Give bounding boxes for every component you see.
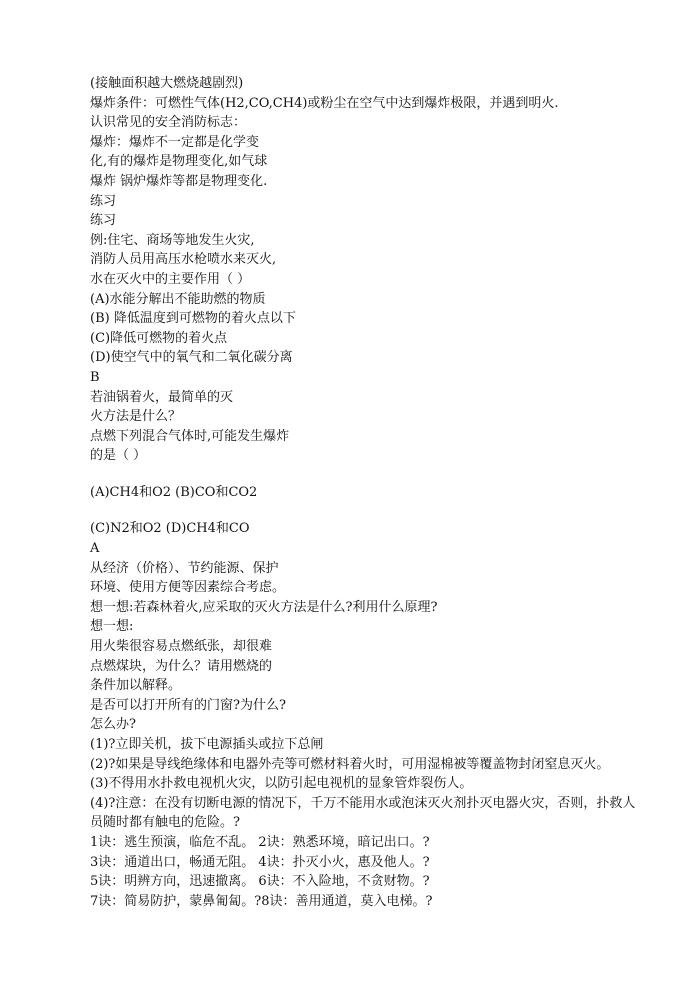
text-line: B: [90, 369, 100, 385]
text-line: 练习: [90, 193, 117, 209]
text-line: 爆炸 锅炉爆炸等都是物理变化.: [90, 173, 268, 189]
text-line: 怎么办?: [90, 717, 136, 733]
text-line: 想一想:: [90, 619, 134, 635]
text-line: 消防人员用高压水枪喷水来灭火,: [90, 252, 277, 268]
text-line: 是否可以打开所有的门窗?为什么?: [90, 697, 286, 713]
text-line: 认识常见的安全消防标志：: [90, 115, 247, 131]
text-line: (B) 降低温度到可燃物的着火点以下: [90, 311, 296, 327]
text-line: 的是（ ）: [90, 448, 147, 464]
text-line: (D)使空气中的氧气和二氧化碳分离: [90, 350, 293, 366]
text-line: 水在灭火中的主要作用（ ）: [90, 271, 251, 287]
text-line: 用火柴很容易点燃纸张，却很难: [90, 639, 273, 655]
text-line: 环境、使用方便等因素综合考虑。: [90, 580, 286, 596]
text-line: (A)水能分解出不能助燃的物质: [90, 291, 266, 307]
text-line: (C)N2和O2 (D)CH4和CO: [90, 521, 250, 537]
text-line: 1诀：逃生预演，临危不乱。 2诀：熟悉环境，暗记出口。?: [90, 834, 430, 850]
text-line: A: [90, 541, 100, 557]
text-line: 爆炸条件：可燃性气体(H2,CO,CH4)或粉尘在空气中达到爆炸极限，并遇到明火.: [90, 95, 559, 111]
text-line: 7诀：简易防护，蒙鼻匍匐。?8诀：善用通道，莫入电梯。?: [90, 893, 433, 909]
text-line: 火方法是什么？: [90, 409, 182, 425]
text-line: (A)CH4和O2 (B)CO和CO2: [90, 484, 258, 500]
text-line: 爆炸：爆炸不一定都是化学变: [90, 134, 260, 150]
text-line: 点燃煤块，为什么？请用燃烧的: [90, 658, 273, 674]
text-line: 例:住宅、商场等地发生火灾,: [90, 232, 255, 248]
text-line: (2)?如果是导线绝缘体和电器外壳等可燃材料着火时，可用湿棉被等覆盖物封闭窒息灭火。: [90, 756, 610, 772]
text-line: (4)?注意：在没有切断电源的情况下，千万不能用水或泡沫灭火剂扑灭电器火灾，否则，扑救人员随时都有触电的危险。?: [90, 795, 636, 831]
text-line: 从经济（价格）、节约能源、保护: [90, 560, 279, 576]
text-line: 5诀：明辨方向，迅速撤离。 6诀：不入险地，不贪财物。?: [90, 874, 430, 890]
text-line: 若油锅着火，最简单的灭: [90, 389, 234, 405]
text-line: (1)?立即关机，拔下电源插头或拉下总闸: [90, 737, 324, 752]
text-line: 练习: [90, 213, 117, 229]
text-line: 想一想:若森林着火,应采取的灭火方法是什么?利用什么原理?: [90, 599, 438, 615]
text-line: (3)不得用水扑救电视机火灾，以防引起电视机的显象管炸裂伤人。: [90, 776, 473, 792]
text-line: 条件加以解释。: [90, 678, 182, 694]
text-line: (接触面积越大燃烧越剧烈): [90, 76, 244, 91]
text-line: 化,有的爆炸是物理变化,如气球: [90, 154, 268, 170]
text-line: 点燃下列混合气体时,可能发生爆炸: [90, 428, 290, 444]
text-line: 3诀：通道出口，畅通无阻。 4诀：扑灭小火，惠及他人。?: [90, 854, 430, 870]
text-line: (C)降低可燃物的着火点: [90, 330, 228, 346]
document-body: [90, 74, 638, 911]
